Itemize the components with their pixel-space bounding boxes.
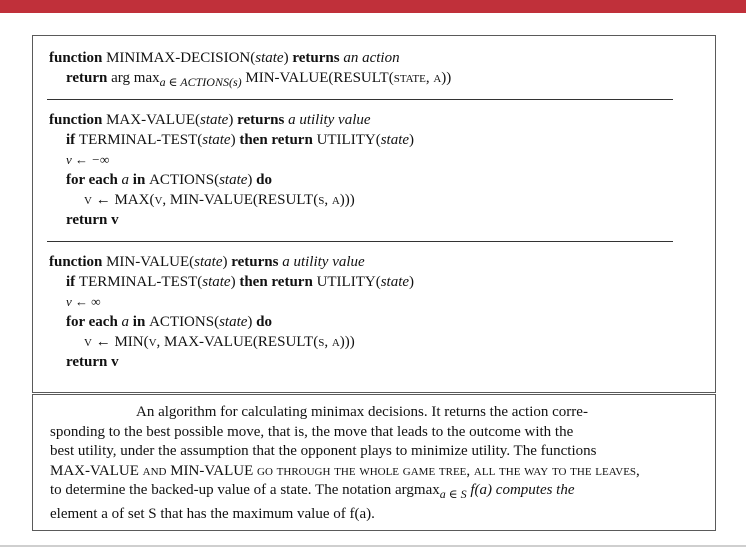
- return-expression: MIN-VALUE(RESULT(state, a)): [245, 70, 452, 86]
- caption-fragment: f(a) computes the: [466, 482, 575, 499]
- caption-box: [32, 394, 716, 531]
- keyword-function: function: [49, 112, 103, 128]
- caption-line: best utility, under the assumption that the opponent plays to minimize utility. The functions: [50, 443, 597, 460]
- param: state: [219, 314, 248, 330]
- param: state: [380, 274, 410, 290]
- keyword-for-each: for each: [66, 314, 118, 330]
- caption-line: element a of set S that has the maximum value of f(a).: [50, 505, 375, 522]
- paren: ): [230, 274, 236, 290]
- actions-call: ACTIONS(: [149, 172, 220, 188]
- param: state: [255, 50, 284, 66]
- min-value-update: v ← MIN(v, MAX-VALUE(RESULT(s, a))): [84, 334, 355, 350]
- keyword-in: in: [132, 172, 146, 188]
- paren: ): [247, 172, 253, 188]
- keyword-in: in: [132, 314, 146, 330]
- terminal-test: TERMINAL-TEST(: [78, 132, 203, 148]
- minimax-decision-header: [49, 48, 400, 68]
- keyword-returns: returns: [231, 254, 279, 270]
- max-value-terminal-line: [49, 130, 414, 150]
- caption-line: An algorithm for calculating minimax decisions. It returns the action corre-: [136, 404, 588, 420]
- param: state: [194, 254, 223, 270]
- return-desc: a utility value: [282, 254, 365, 270]
- keyword-return: return: [66, 70, 108, 86]
- max-value-init: v ← −∞: [66, 152, 110, 167]
- caption-text: [50, 403, 690, 525]
- max-value-header: [49, 110, 371, 130]
- paren: ): [228, 112, 234, 128]
- min-value-init: v ← ∞: [66, 294, 101, 309]
- max-value-return: return v: [66, 212, 119, 228]
- keyword-then-return: then return: [239, 132, 313, 148]
- param: state: [199, 112, 229, 128]
- caption-line: sponding to the best possible move, that is, the move that leads to the outcome with the: [50, 423, 574, 440]
- max-value-for-line: [49, 170, 272, 190]
- min-value-for-line: [49, 312, 272, 332]
- argmax: arg max: [111, 70, 160, 86]
- section-divider: [47, 99, 673, 100]
- utility-call: UTILITY(: [316, 132, 381, 148]
- param: state: [219, 172, 248, 188]
- keyword-if: if: [66, 132, 76, 148]
- return-desc: an action: [339, 50, 400, 66]
- utility-call: UTILITY(: [316, 274, 381, 290]
- caption-line: MAX-VALUE and MIN-VALUE go through the whole game tree, all the way to the leaves,: [50, 462, 640, 479]
- paren: ): [230, 132, 236, 148]
- paren: ): [409, 274, 415, 290]
- paren: ): [222, 254, 228, 270]
- keyword-do: do: [256, 314, 272, 330]
- caption-line: [50, 481, 690, 505]
- param: state: [380, 132, 410, 148]
- caption-fragment: to determine the backed-up value of a state. The notation argmax: [50, 482, 440, 499]
- argmax-subscript: a ∈ ACTIONS(s): [159, 75, 242, 89]
- keyword-then-return: then return: [239, 274, 313, 290]
- fn-name: MAX-VALUE(: [106, 112, 200, 128]
- keyword-function: function: [49, 254, 103, 270]
- actions-call: ACTIONS(: [149, 314, 220, 330]
- keyword-returns: returns: [292, 50, 340, 66]
- keyword-returns: returns: [237, 112, 285, 128]
- terminal-test: TERMINAL-TEST(: [78, 274, 203, 290]
- fn-name: MIN-VALUE(: [106, 254, 195, 270]
- max-value-update: v ← MAX(v, MIN-VALUE(RESULT(s, a))): [84, 192, 355, 208]
- algorithm-box: [32, 35, 716, 393]
- minimax-decision-return: [49, 68, 451, 92]
- param: state: [202, 274, 231, 290]
- min-value-return: return v: [66, 354, 119, 370]
- min-value-terminal-line: [49, 272, 414, 292]
- fn-name: MINIMAX-DECISION(: [106, 50, 256, 66]
- paren: ): [247, 314, 253, 330]
- keyword-do: do: [256, 172, 272, 188]
- var-a: a: [121, 172, 130, 188]
- keyword-function: function: [49, 50, 103, 66]
- paren: ): [283, 50, 293, 66]
- param: state: [202, 132, 231, 148]
- bottom-divider: [0, 545, 746, 547]
- argmax-subscript: a ∈ S: [439, 487, 467, 502]
- return-desc: a utility value: [288, 112, 371, 128]
- keyword-if: if: [66, 274, 76, 290]
- paren: ): [409, 132, 415, 148]
- min-value-header: [49, 252, 365, 272]
- var-a: a: [121, 314, 130, 330]
- section-divider: [47, 241, 673, 242]
- keyword-for-each: for each: [66, 172, 118, 188]
- top-accent-bar: [0, 0, 746, 13]
